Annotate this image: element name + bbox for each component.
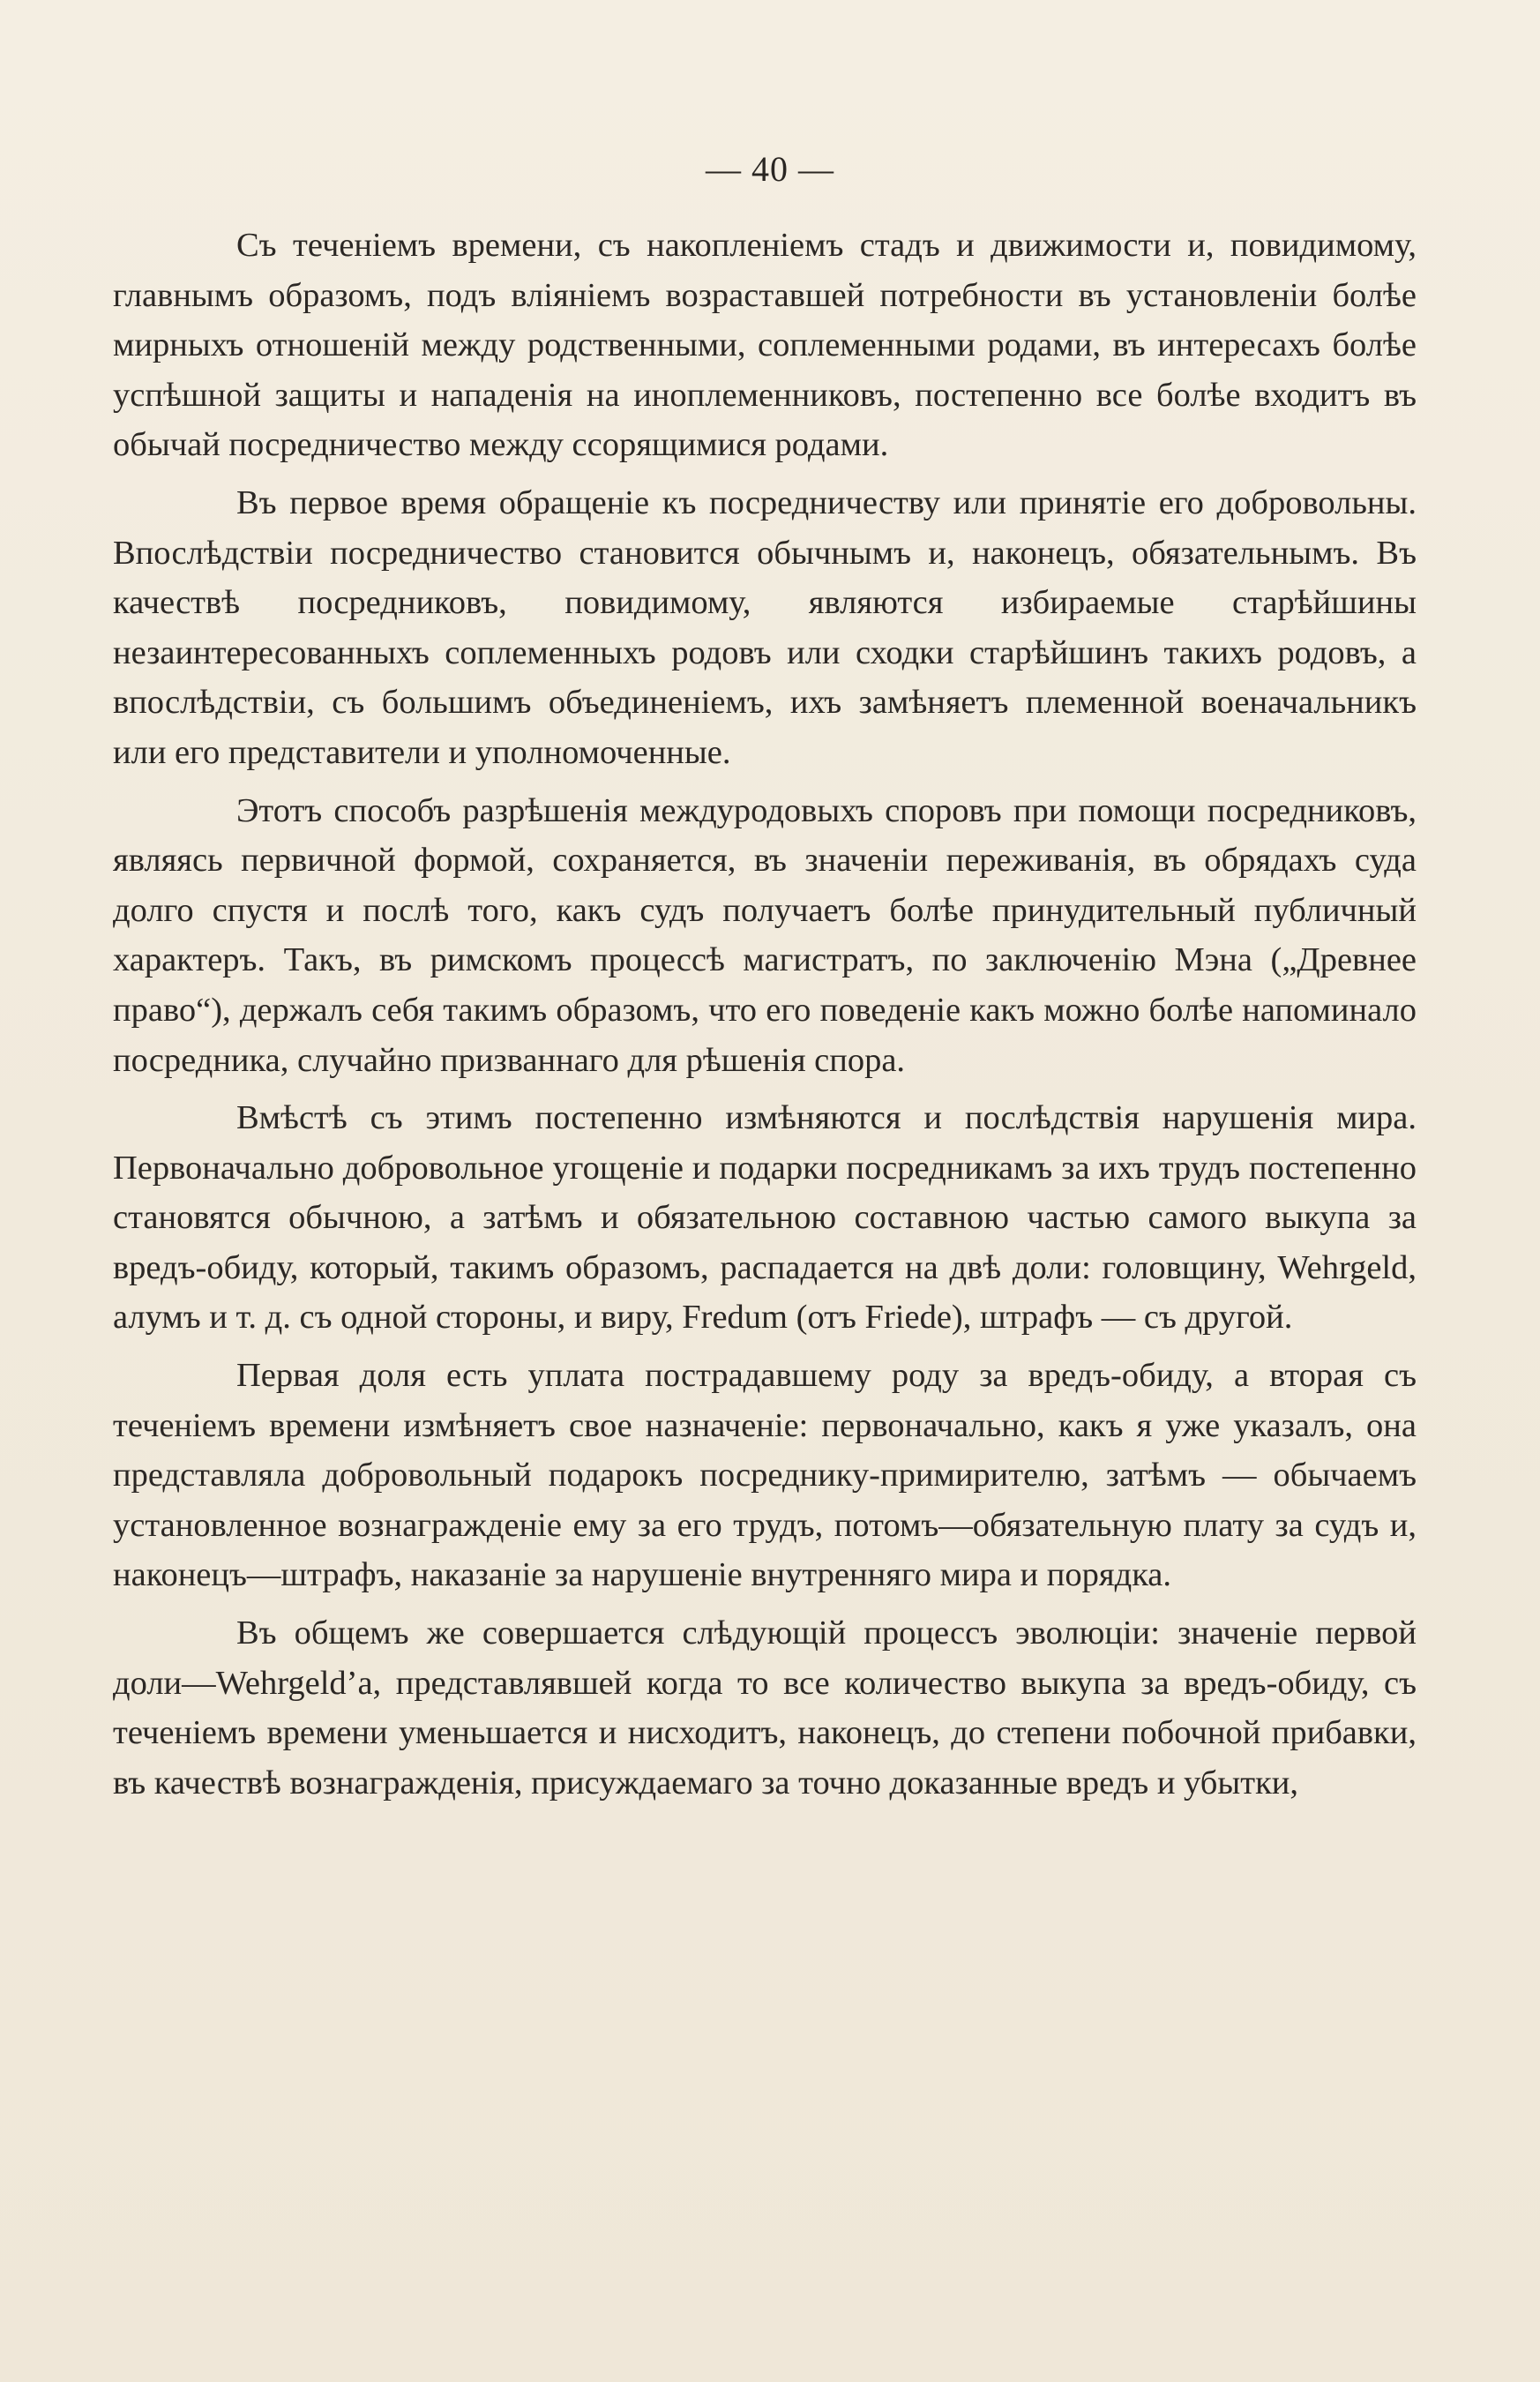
body-text <box>113 221 1417 1808</box>
paragraph-2: Въ первое время обращеніе къ посредничеству или принятіе его добровольны. Впослѣдствіи посредничество становится обычнымъ и, наконецъ, обязательнымъ. Въ качествѣ посредниковъ, повидимому, являются избираемые старѣйшины незаинтересованныхъ соплеменныхъ родовъ или сходки старѣйшинъ такихъ родовъ, а впослѣдствіи, съ большимъ объединеніемъ, ихъ замѣняетъ племенной военачальникъ или его представители и уполномоченные. <box>113 483 1417 771</box>
paragraph-4: Вмѣстѣ съ этимъ постепенно измѣняются и послѣдствія нарушенія мира. Первоначально добровольное угощеніе и подарки посредникамъ за ихъ трудъ постепенно становятся обычною, а затѣмъ и обязательною составною частью самого выкупа за вредъ-обиду, который, такимъ образомъ, распадается на двѣ доли: головщину, Wehrgeld, алумъ и т. д. съ одной стороны, и виру, Fredum (отъ Friede), штрафъ — съ другой. <box>113 1099 1417 1337</box>
paragraph-1: Съ теченіемъ времени, съ накопленіемъ стадъ и движимости и, повидимому, главнымъ образомъ, подъ вліяніемъ возраставшей потребности въ установленіи болѣе мирныхъ отношеній между родственными, соплеменными родами, въ интересахъ болѣе успѣшной защиты и нападенія на иноплеменниковъ, постепенно все болѣе входитъ въ обычай посредничество между ссорящимися родами. <box>113 227 1417 464</box>
paragraph-3: Этотъ способъ разрѣшенія междуродовыхъ споровъ при помощи посредниковъ, являясь первичной формой, сохраняется, въ значеніи переживанія, въ обрядахъ суда долго спустя и послѣ того, какъ судъ получаетъ болѣе принудительный публичный характеръ. Такъ, въ римскомъ процессѣ магистратъ, по заключенію Мэна („Древнее право“), держалъ себя такимъ образомъ, что его поведеніе какъ можно болѣе напоминало посредника, случайно призваннаго для рѣшенія спора. <box>113 791 1417 1079</box>
paragraph-6: Въ общемъ же совершается слѣдующій процессъ эволюціи: значеніе первой доли—Wehrgeld’а, представлявшей когда то все количество выкупа за вредъ-обиду, съ теченіемъ времени уменьшается и нисходитъ, наконецъ, до степени побочной прибавки, въ качествѣ вознагражденія, присуждаемаго за точно доказанные вредъ и убытки, <box>113 1614 1417 1801</box>
paragraph-5: Первая доля есть уплата пострадавшему роду за вредъ-обиду, а вторая съ теченіемъ времени измѣняетъ свое назначеніе: первоначально, какъ я уже указалъ, она представляла добровольный подарокъ посреднику-примирителю, затѣмъ — обычаемъ установленное вознагражденіе ему за его трудъ, потомъ—обязательную плату за судъ и, наконецъ—штрафъ, наказаніе за нарушеніе внутренняго мира и порядка. <box>113 1357 1417 1594</box>
page-number: — 40 — <box>706 149 834 189</box>
